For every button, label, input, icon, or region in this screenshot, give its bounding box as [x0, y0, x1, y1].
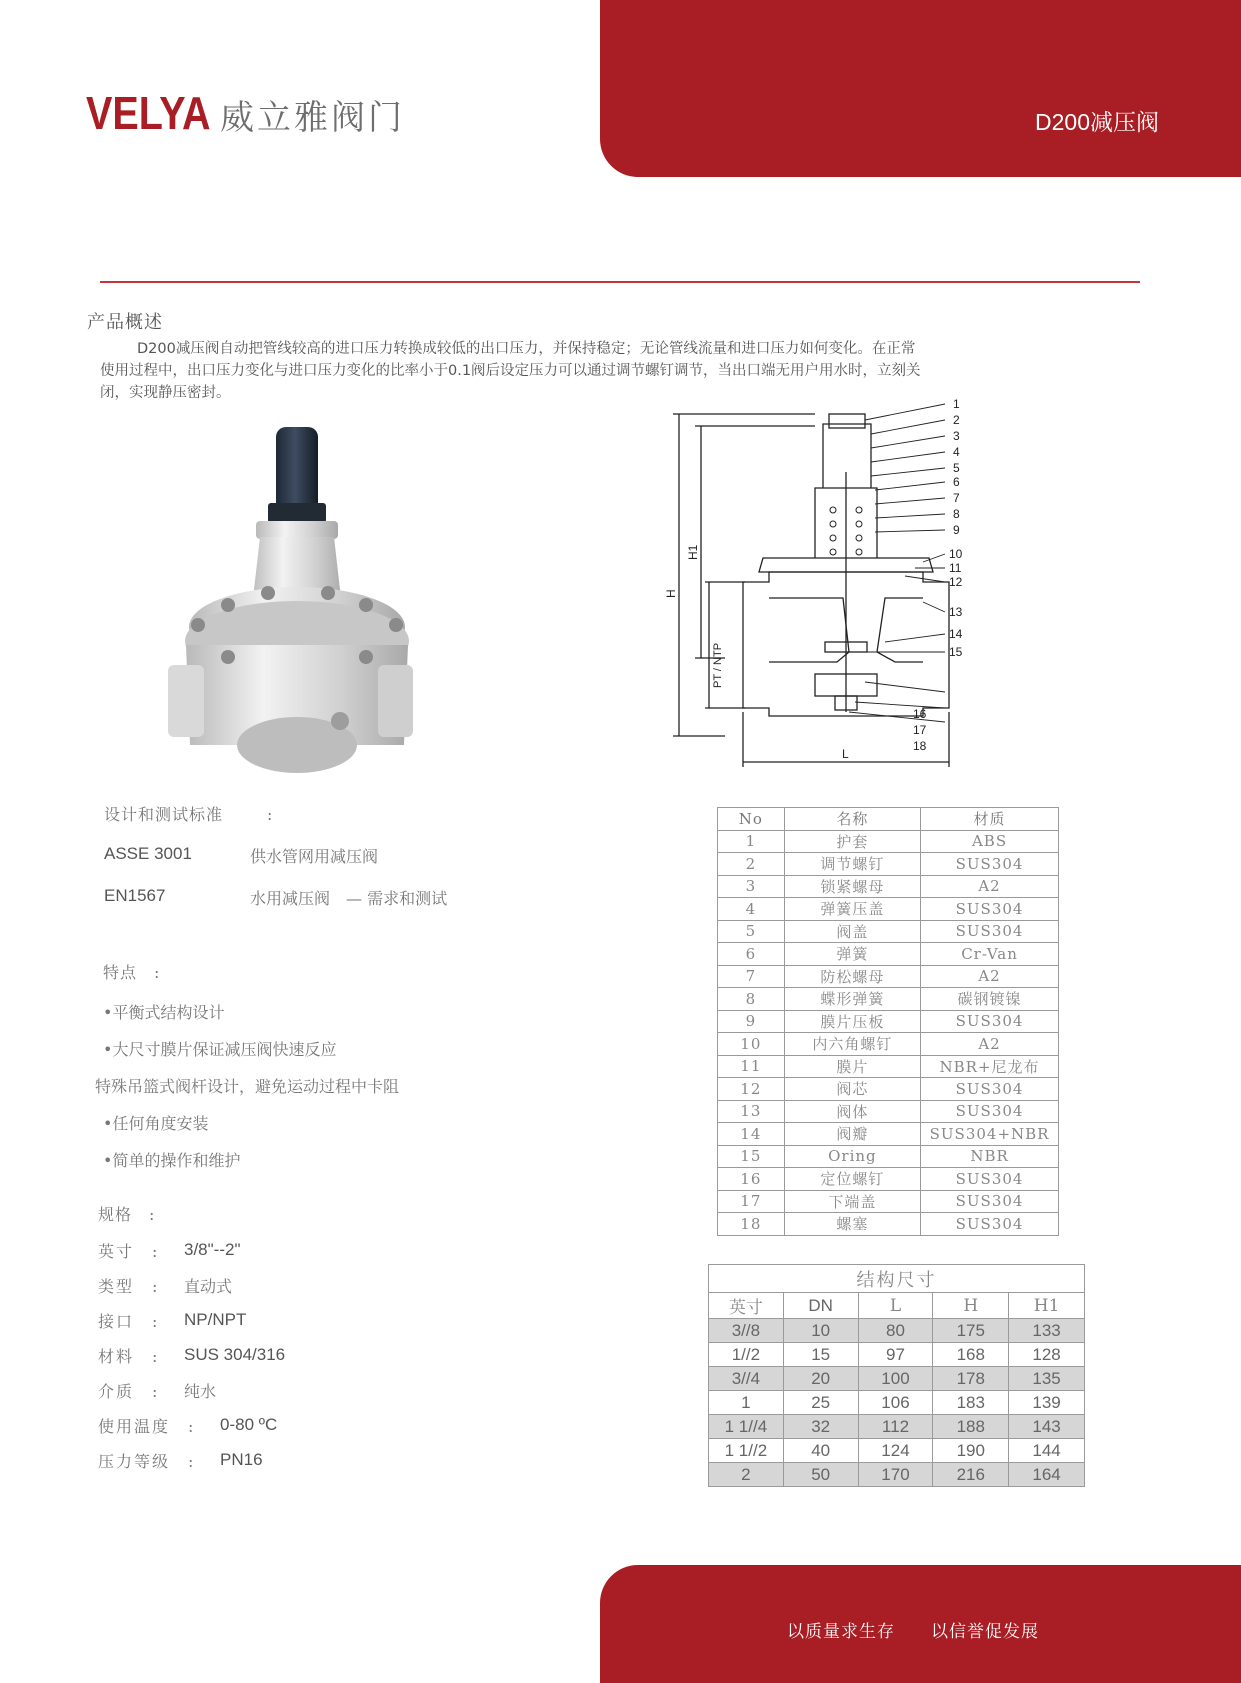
part-name-cell: 弹簧压盖 — [784, 898, 920, 921]
dimension-cell: 106 — [858, 1391, 933, 1415]
table-row — [709, 1391, 1085, 1415]
part-number-cell: 10 — [718, 1033, 785, 1056]
callout-5: 5 — [953, 461, 960, 475]
dimension-cell: 20 — [783, 1367, 858, 1391]
callout-6: 6 — [953, 475, 960, 489]
part-material-cell: A2 — [921, 1033, 1059, 1056]
part-number-cell: 12 — [718, 1078, 785, 1101]
standard-row — [104, 844, 447, 867]
part-material-cell: SUS304 — [921, 1010, 1059, 1033]
spec-value: PN16 — [220, 1450, 263, 1469]
table-row — [709, 1367, 1085, 1391]
part-material-cell: SUS304 — [921, 1100, 1059, 1123]
part-name-cell: 阀瓣 — [784, 1123, 920, 1146]
part-name-cell: 防松螺母 — [784, 965, 920, 988]
part-material-cell: SUS304 — [921, 1078, 1059, 1101]
spec-label: 英寸 : — [98, 1241, 160, 1261]
column-header: H — [933, 1293, 1009, 1319]
table-row — [718, 988, 1059, 1011]
dimension-cell: 112 — [858, 1415, 933, 1439]
part-name-cell: Oring — [784, 1145, 920, 1168]
dimension-cell: 124 — [858, 1439, 933, 1463]
part-number-cell: 6 — [718, 943, 785, 966]
dimension-cell: 3//8 — [709, 1319, 784, 1343]
table-header-row — [709, 1293, 1085, 1319]
table-row — [718, 943, 1059, 966]
brand-name-cn: 威立雅阀门 — [220, 98, 405, 138]
callout-7: 7 — [953, 491, 960, 505]
feature-item: •平衡式结构设计 — [103, 1003, 225, 1022]
table-row — [718, 1033, 1059, 1056]
part-material-cell: SUS304 — [921, 1213, 1059, 1236]
spec-label: 接口 : — [98, 1311, 160, 1331]
part-number-cell: 16 — [718, 1168, 785, 1191]
callout-11: 11 — [949, 561, 962, 575]
part-number-cell: 15 — [718, 1145, 785, 1168]
standards-title — [104, 802, 447, 825]
part-name-cell: 下端盖 — [784, 1190, 920, 1213]
overview-title: 产品概述 — [87, 312, 163, 333]
standard-code: EN1567 — [104, 886, 166, 905]
valve-photo — [168, 425, 413, 777]
spec-label: 介质 : — [98, 1381, 160, 1401]
dimension-cell: 133 — [1009, 1319, 1085, 1343]
part-material-cell: 碳钢镀镍 — [921, 988, 1059, 1011]
dimension-cell: 32 — [783, 1415, 858, 1439]
dimension-cell: 188 — [933, 1415, 1009, 1439]
callout-17: 17 — [913, 723, 927, 737]
dimension-cell: 3//4 — [709, 1367, 784, 1391]
callout-13: 13 — [949, 605, 963, 619]
dimension-cell: 128 — [1009, 1343, 1085, 1367]
specs-title: 规格 : — [98, 1205, 156, 1224]
table-row — [718, 1010, 1059, 1033]
standards-section — [104, 802, 447, 909]
part-name-cell: 膜片压板 — [784, 1010, 920, 1033]
part-name-cell: 定位螺钉 — [784, 1168, 920, 1191]
dimension-h1: H1 — [686, 544, 700, 560]
dimension-cell: 190 — [933, 1439, 1009, 1463]
dimension-cell: 170 — [858, 1463, 933, 1487]
part-material-cell: SUS304 — [921, 898, 1059, 921]
dimension-l: L — [842, 747, 849, 761]
parts-table — [717, 807, 1059, 1236]
part-name-cell: 蝶形弹簧 — [784, 988, 920, 1011]
part-number-cell: 4 — [718, 898, 785, 921]
part-material-cell: SUS304+NBR — [921, 1123, 1059, 1146]
part-number-cell: 14 — [718, 1123, 785, 1146]
dimension-cell: 168 — [933, 1343, 1009, 1367]
part-material-cell: ABS — [921, 830, 1059, 853]
dimension-cell: 50 — [783, 1463, 858, 1487]
callout-3: 3 — [953, 429, 960, 443]
callout-16: 16 — [913, 707, 927, 721]
dimension-cell: 15 — [783, 1343, 858, 1367]
part-material-cell: A2 — [921, 965, 1059, 988]
part-number-cell: 5 — [718, 920, 785, 943]
feature-item: •任何角度安装 — [103, 1114, 209, 1133]
features-title: 特点 : — [103, 963, 161, 982]
dimension-pt: PT / NTP — [712, 642, 724, 688]
spec-value: 纯水 — [184, 1381, 217, 1401]
dimension-cell: 100 — [858, 1367, 933, 1391]
table-row — [718, 853, 1059, 876]
parts-table-body — [718, 830, 1059, 1235]
table-row — [718, 965, 1059, 988]
dimension-cell: 178 — [933, 1367, 1009, 1391]
brand-logo — [86, 86, 405, 140]
dimension-cell: 144 — [1009, 1439, 1085, 1463]
product-title: D200减压阀 — [1035, 109, 1159, 135]
callout-8: 8 — [953, 507, 960, 521]
spec-label: 类型 : — [98, 1276, 160, 1296]
table-row — [718, 1123, 1059, 1146]
table-row — [718, 1078, 1059, 1101]
part-number-cell: 1 — [718, 830, 785, 853]
part-material-cell: SUS304 — [921, 1190, 1059, 1213]
callout-12: 12 — [949, 575, 963, 589]
table-row — [718, 1168, 1059, 1191]
part-material-cell: Cr-Van — [921, 943, 1059, 966]
table-row — [718, 920, 1059, 943]
dimension-cell: 1 1//4 — [709, 1415, 784, 1439]
spec-row — [98, 1450, 285, 1470]
part-material-cell: SUS304 — [921, 853, 1059, 876]
dimension-cell: 2 — [709, 1463, 784, 1487]
table-caption-row — [709, 1265, 1085, 1293]
dimension-cell: 139 — [1009, 1391, 1085, 1415]
part-name-cell: 阀芯 — [784, 1078, 920, 1101]
table-row — [718, 1145, 1059, 1168]
features-list — [95, 1000, 399, 1168]
dimension-cell: 175 — [933, 1319, 1009, 1343]
callout-4: 4 — [953, 445, 960, 459]
part-number-cell: 2 — [718, 853, 785, 876]
spec-row — [98, 1415, 285, 1435]
callout-2: 2 — [953, 413, 960, 427]
dimension-cell: 1 1//2 — [709, 1439, 784, 1463]
feature-item: •简单的操作和维护 — [103, 1151, 241, 1170]
footer-band — [600, 1565, 1241, 1683]
dimension-h: H — [664, 589, 678, 598]
dimension-cell: 40 — [783, 1439, 858, 1463]
table-row — [718, 1190, 1059, 1213]
table-row — [718, 1055, 1059, 1078]
column-header: No — [718, 808, 785, 831]
part-number-cell: 13 — [718, 1100, 785, 1123]
dimension-cell: 143 — [1009, 1415, 1085, 1439]
divider-line — [100, 281, 1140, 283]
spec-label: 材料 : — [98, 1346, 160, 1366]
part-number-cell: 3 — [718, 875, 785, 898]
column-header: 英寸 — [709, 1293, 784, 1319]
spec-value: SUS 304/316 — [184, 1345, 286, 1364]
table-header-row — [718, 808, 1059, 831]
part-material-cell: SUS304 — [921, 920, 1059, 943]
valve-cross-section-drawing — [664, 397, 995, 774]
part-material-cell: SUS304 — [921, 1168, 1059, 1191]
column-header: DN — [783, 1293, 858, 1319]
dimension-cell: 80 — [858, 1319, 933, 1343]
part-name-cell: 阀盖 — [784, 920, 920, 943]
dimension-cell: 10 — [783, 1319, 858, 1343]
features-section — [95, 960, 399, 1168]
part-name-cell: 膜片 — [784, 1055, 920, 1078]
column-header: H1 — [1009, 1293, 1085, 1319]
spec-value: 直动式 — [184, 1276, 233, 1296]
column-header: 材质 — [921, 808, 1059, 831]
table-row — [709, 1319, 1085, 1343]
dimension-cell: 183 — [933, 1391, 1009, 1415]
table-row — [709, 1439, 1085, 1463]
callout-15: 15 — [949, 645, 963, 659]
table-row — [718, 875, 1059, 898]
table-row — [718, 830, 1059, 853]
table-row — [718, 1100, 1059, 1123]
spec-row — [98, 1310, 285, 1330]
callout-14: 14 — [949, 627, 963, 641]
standard-desc: 供水管网用减压阀 — [250, 847, 379, 866]
part-number-cell: 18 — [718, 1213, 785, 1236]
table-row — [718, 898, 1059, 921]
dimension-cell: 164 — [1009, 1463, 1085, 1487]
callout-18: 18 — [913, 739, 927, 753]
dimensions-table-body — [709, 1319, 1085, 1487]
part-name-cell: 阀体 — [784, 1100, 920, 1123]
brand-name: VELYA — [86, 87, 211, 139]
feature-item: •大尺寸膜片保证减压阀快速反应 — [103, 1040, 337, 1059]
spec-row — [98, 1240, 285, 1260]
spec-value: 3/8"--2" — [184, 1240, 241, 1259]
dimensions-caption: 结构尺寸 — [709, 1265, 1085, 1293]
header-band — [600, 0, 1241, 177]
overview-text: D200减压阀自动把管线较高的进口压力转换成较低的出口压力，并保持稳定；无论管线流量和进口压力如何变化。在正常使用过程中，出口压力变化与进口压力变化的比率小于0.1阀后设定压力可以通过调节螺钉调节，当出口端无用户用水时，立刻关闭，实现静压密封。 — [100, 341, 921, 401]
spec-row — [98, 1345, 285, 1365]
standards-title-text: 设计和测试标准 — [104, 805, 224, 824]
spec-row — [98, 1275, 285, 1295]
column-header: 名称 — [784, 808, 920, 831]
dimensions-table — [708, 1264, 1085, 1487]
part-number-cell: 17 — [718, 1190, 785, 1213]
spec-value: NP/NPT — [184, 1310, 247, 1329]
dimension-cell: 25 — [783, 1391, 858, 1415]
standard-code: ASSE 3001 — [104, 844, 192, 863]
specs-section — [98, 1202, 285, 1470]
dimension-cell: 1//2 — [709, 1343, 784, 1367]
dimension-cell: 135 — [1009, 1367, 1085, 1391]
callout-9: 9 — [953, 523, 960, 537]
callout-10: 10 — [949, 547, 963, 561]
table-row — [709, 1463, 1085, 1487]
spec-label: 使用温度 : — [98, 1416, 196, 1436]
part-number-cell: 11 — [718, 1055, 785, 1078]
feature-item: 特殊吊篮式阀杆设计，避免运动过程中卡阻 — [95, 1077, 400, 1096]
part-material-cell: NBR — [921, 1145, 1059, 1168]
standard-row — [104, 886, 447, 909]
column-header: L — [858, 1293, 933, 1319]
part-name-cell: 螺塞 — [784, 1213, 920, 1236]
part-number-cell: 8 — [718, 988, 785, 1011]
part-name-cell: 锁紧螺母 — [784, 875, 920, 898]
dimension-cell: 1 — [709, 1391, 784, 1415]
standard-desc: 水用减压阀 — 需求和测试 — [250, 889, 448, 908]
dimension-cell: 97 — [858, 1343, 933, 1367]
part-name-cell: 调节螺钉 — [784, 853, 920, 876]
part-name-cell: 护套 — [784, 830, 920, 853]
table-row — [709, 1415, 1085, 1439]
part-number-cell: 9 — [718, 1010, 785, 1033]
standards-colon: : — [267, 805, 274, 824]
spec-label: 压力等级 : — [98, 1451, 196, 1471]
table-row — [709, 1343, 1085, 1367]
part-material-cell: A2 — [921, 875, 1059, 898]
dimension-cell: 216 — [933, 1463, 1009, 1487]
footer-slogan: 以质量求生存 以信誉促发展 — [787, 1622, 1039, 1642]
spec-row — [98, 1380, 285, 1400]
part-number-cell: 7 — [718, 965, 785, 988]
callout-1: 1 — [953, 397, 960, 411]
part-material-cell: NBR+尼龙布 — [921, 1055, 1059, 1078]
table-row — [718, 1213, 1059, 1236]
spec-value: 0-80 ºC — [220, 1415, 278, 1434]
part-name-cell: 内六角螺钉 — [784, 1033, 920, 1056]
part-name-cell: 弹簧 — [784, 943, 920, 966]
